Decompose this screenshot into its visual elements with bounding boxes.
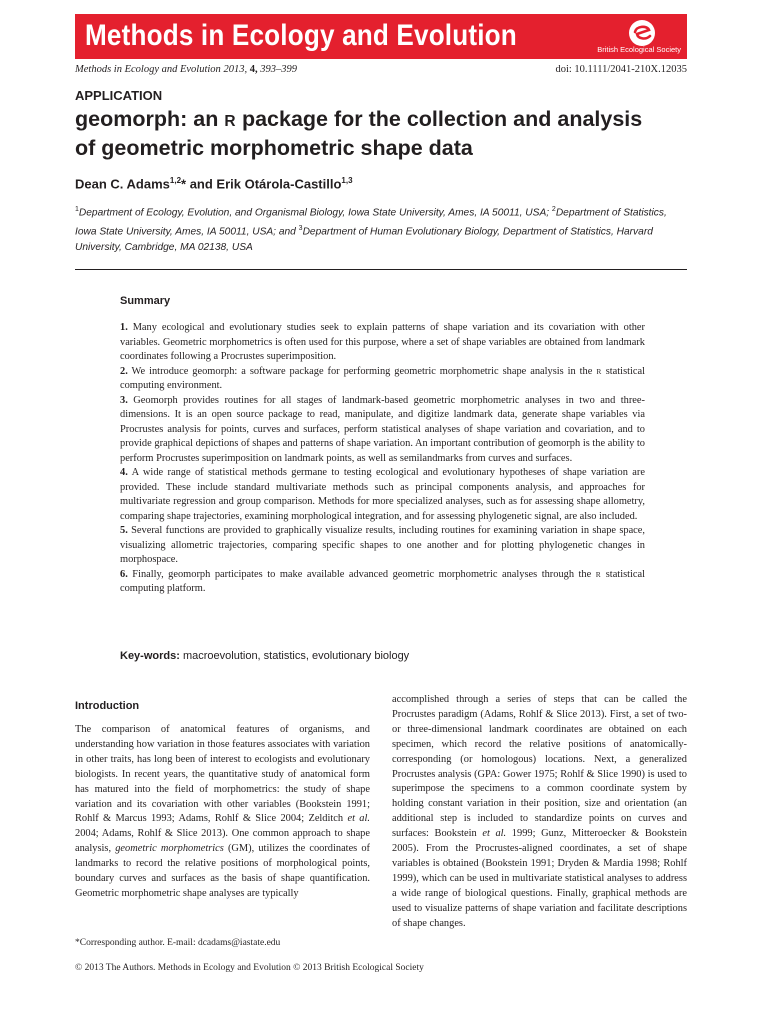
keywords [120, 650, 409, 662]
summary-heading: Summary [120, 295, 171, 307]
affil-sup: 1 [75, 206, 79, 213]
author-and: and [186, 176, 217, 192]
point-number: 6. [120, 568, 128, 580]
affiliations [75, 202, 675, 255]
summary-point [120, 524, 645, 568]
paper-title [75, 106, 687, 162]
point-text: Several functions are provided to graphically visualize results, including routines for examining variation in shape space, visualizing allometric trajectories, comparing specific shapes to one another and for plotting phylogenetic changes in morphospace. [120, 525, 645, 565]
divider [75, 269, 687, 270]
section-label: APPLICATION [75, 88, 163, 103]
title-r: R [224, 113, 236, 130]
author-name: Dean C. Adams [75, 176, 170, 192]
journal-title: Methods in Ecology and Evolution [85, 19, 517, 52]
british-ecological-society-logo-icon [628, 19, 656, 47]
summary-point [120, 568, 645, 597]
citation [75, 64, 297, 76]
body-text: 2004; Adams, Rohlf & Slice 2013). One common approach to shape analysis, [75, 828, 370, 855]
et-al: et al. [482, 828, 507, 840]
affiliation: Department of Statistics, Iowa State University, Ames, IA 50011, USA; and [75, 207, 667, 238]
corresponding-mark: * [181, 176, 187, 192]
author-affil-sup: 1,3 [341, 176, 353, 185]
right-column [392, 693, 687, 932]
point-number: 3. [120, 394, 128, 406]
journal-banner [75, 14, 687, 59]
introduction-heading: Introduction [75, 700, 140, 712]
affiliation: Department of Human Evolutionary Biology, Department of Statistics, Harvard University, Cambridge, MA 02138, USA [75, 226, 653, 253]
keywords-list: macroevolution, statistics, evolutionary biology [179, 650, 410, 662]
citation-line [75, 64, 687, 76]
title-line-2: of geometric morphometric shape data [75, 136, 473, 160]
point-text: statistical computing environment. [120, 365, 645, 391]
introduction-paragraph [75, 723, 370, 902]
r-label: R [596, 366, 602, 376]
citation-year: 2013, [223, 64, 248, 75]
affil-sup: 2 [551, 206, 556, 213]
citation-journal: Methods in Ecology and Evolution [75, 64, 221, 75]
keywords-label: Key-words: [120, 650, 180, 662]
publisher-name: British Ecological Society [597, 45, 681, 54]
point-text: statistical computing platform. [120, 568, 646, 594]
summary-point [120, 321, 645, 365]
introduction-paragraph-continued [392, 693, 687, 932]
point-number: 5. [120, 525, 128, 536]
body-text: The comparison of anatomical features of organisms, and understanding how variation in those features associates with variation in other traits, has long been of interest to ecologists and evolutionary biologists. In recent years, the quantitative study of anatomical form has matured into the field of morphometrics: the study of shape variation and its covariation with other variables (Bookstein 1991; Rohlf & Marcus 1993; Adams, Rohlf & Slice 2004; Zelditch [75, 724, 370, 825]
left-column [75, 700, 370, 902]
affil-sup: 3 [298, 224, 303, 232]
citation-volume: 4, [249, 64, 258, 75]
body-text: accomplished through a series of steps that can be called the Procrustes paradigm (Adams, Rohlf & Slice 2013). First, a set of two- or three-dimensional landmark coordinates are obtained on each specimen, which record the relative positions of anatomically-corresponding (or homologous) locations. Next, a generalized Procrustes analysis (GPA: Gower 1975; Rohlf & Slice 1990) is used to superimpose the specimens to a common coordinate system by holding constant variation in their position, size and orientation (an additional step is included to standardize points on curves and surfaces: Bookstein [392, 694, 687, 840]
et-al: et al. [347, 813, 370, 825]
author-name: Erik Otárola-Castillo [216, 176, 342, 192]
term-gm: geometric morphometrics [115, 843, 224, 855]
point-text: Finally, geomorph participates to make available advanced geometric morphometric analyses through the [127, 568, 596, 580]
point-text: We introduce geomorph: a software package for performing geometric morphometric shape analysis in the [127, 365, 597, 377]
point-number: 1. [120, 322, 128, 333]
author-affil-sup: 1,2 [169, 176, 182, 185]
title-part: package for the collection and analysis [235, 107, 643, 131]
summary-point [120, 365, 645, 394]
body-text: 1999; Gunz, Mitteroecker & Bookstein 2005). From the Procrustes-aligned coordinates, a set of shape variables is obtained (Bookstein 1991; Dryden & Mardia 1998; Rohlf 1999), which can be used in multivariate statistical analyses to address a wide range of biological questions. Finally, graphical methods are used to visualize patterns of shape variation and facilitate descriptions of shape changes. [392, 828, 687, 929]
point-number: 4. [120, 467, 128, 478]
corresponding-author-footnote: *Corresponding author. E-mail: dcadams@iastate.edu [75, 938, 281, 948]
point-text: Many ecological and evolutionary studies seek to explain patterns of shape variation and its covariation with other variables. Geometric morphometrics is often used for this purpose, where a set of shape variables are obtained from landmark coordinates following a Procrustes superimposition. [120, 322, 645, 362]
citation-pages: 393–399 [260, 64, 297, 75]
affiliation: Department of Ecology, Evolution, and Organismal Biology, Iowa State University, Ames, IA 50011, USA; [78, 207, 552, 219]
doi: doi: 10.1111/2041-210X.12035 [555, 64, 687, 75]
point-text: A wide range of statistical methods germane to testing ecological and evolutionary hypotheses of shape variation are provided. These include standard multivariate methods such as principal components analysis, and approaches for multivariate regression and group comparison. Methods for more specialized analyses, such as for assessing shape allometry, comparing shape trajectories, examining morphological integration, and for assessing phylogenetic signal, are also included. [120, 467, 645, 522]
title-part: geomorph: an [75, 107, 225, 131]
r-label: R [595, 569, 602, 579]
summary-body [120, 321, 645, 597]
authors [75, 176, 353, 191]
point-text: Geomorph provides routines for all stages of landmark-based geometric morphometric analyses in two and three-dimensions. It is an open source package to read, manipulate, and digitize landmark data, generate shape variables via Procrustes analysis for points, curves and surfaces, perform statistical analyses of shape variation and covariation, and to provide graphical depictions of shapes and patterns of shape variation. An important contribution of geomorph is the ability to perform Procrustes superimposition on landmark points, as well as semilandmarks from curves and surfaces. [120, 394, 645, 464]
copyright-footer: © 2013 The Authors. Methods in Ecology and Evolution © 2013 British Ecological Society [75, 963, 424, 973]
point-number: 2. [120, 365, 128, 377]
summary-point [120, 394, 645, 467]
summary-point [120, 466, 645, 524]
body-text: (GM), utilizes the coordinates of landmarks to record the relative positions of morphological points, boundary curves and surfaces as the basis of shape quantification. Geometric morphometric shape analyses are typically [75, 843, 371, 899]
